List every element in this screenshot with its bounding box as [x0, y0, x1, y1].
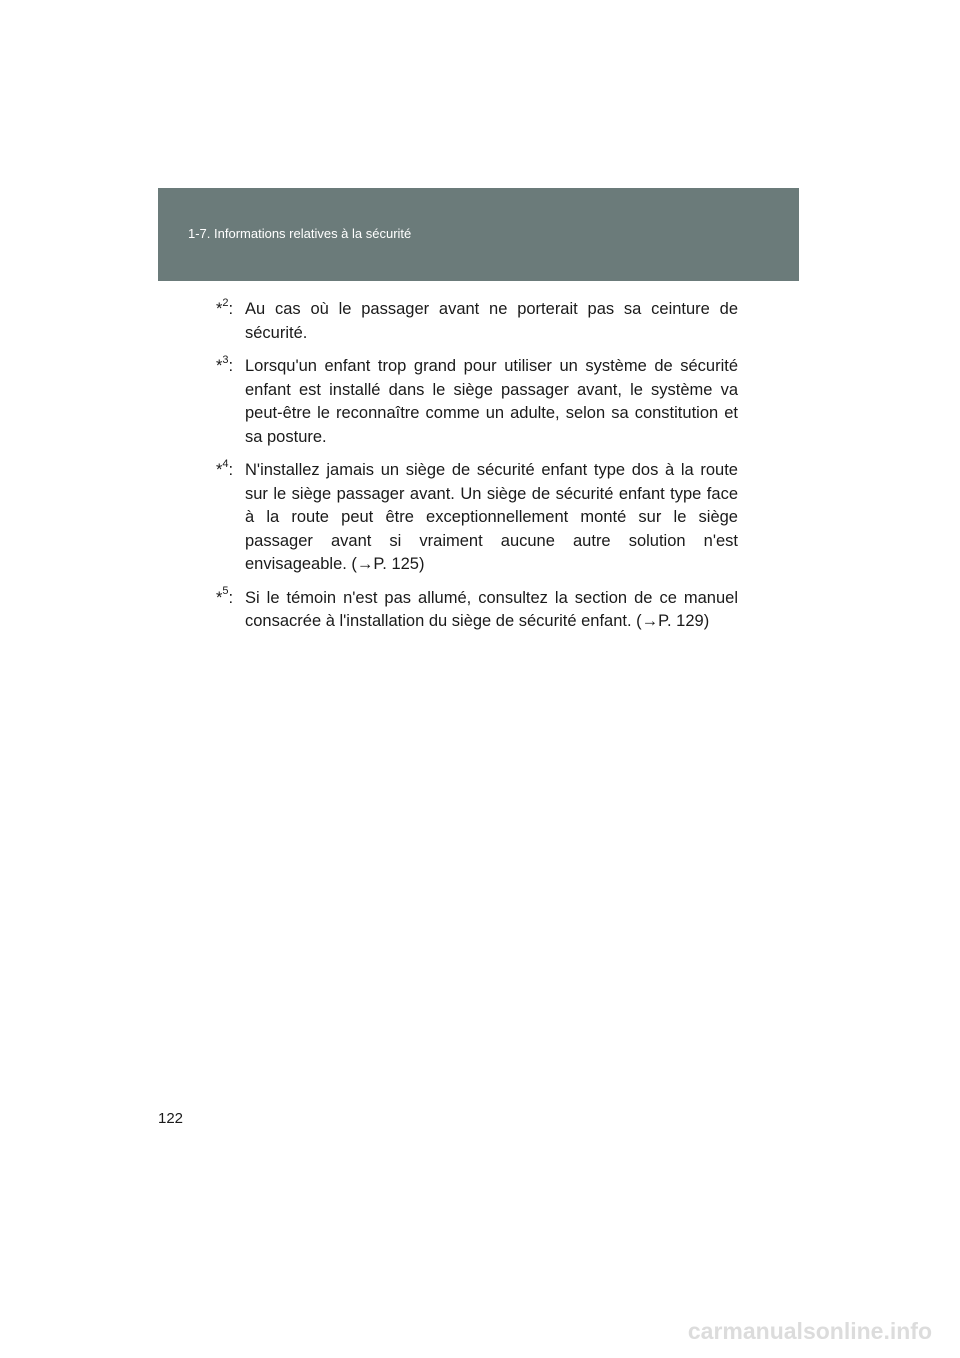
footnote-marker: *$^3$: [216, 353, 234, 375]
footnote-2 [216, 298, 738, 345]
page-number: 122 [158, 1110, 184, 1127]
footnote-5 [216, 587, 738, 634]
watermark: carmanualsonline.info [687, 1318, 932, 1344]
footnotes-list [216, 298, 738, 644]
footnote-marker: *$^5$: [216, 585, 234, 607]
section-header-band [158, 188, 799, 281]
footnote-text: Au cas où le passager avant ne porterait pas sa ceinture de sécurité. [245, 300, 738, 342]
footnote-marker: *$^4$: [216, 457, 234, 479]
footnote-marker: *$^2$: [216, 296, 234, 318]
footnote-text: Lorsqu'un enfant trop grand pour utiliser un système de sécurité enfant est installé dans le siège passager avant, le système va peut-être le reconnaître comme un adulte, selon sa constitution et sa posture. [245, 357, 738, 446]
footnote-text: Si le témoin n'est pas allumé, consultez la section de ce manuel consacrée à l'installation du siège de sécurité enfant. (→P. 129) [245, 588, 738, 630]
footnote-3 [216, 355, 738, 449]
footnote-4 [216, 459, 738, 577]
footnote-text: N'installez jamais un siège de sécurité enfant type dos à la route sur le siège passager avant. Un siège de sécurité enfant type face à la route peut être exceptionnellement monté sur le siège passager avant si vraiment aucune autre solution n'est envisageable. (→P. 125) [245, 461, 738, 573]
section-title: 1-7. Informations relatives à la sécurité [188, 226, 412, 241]
